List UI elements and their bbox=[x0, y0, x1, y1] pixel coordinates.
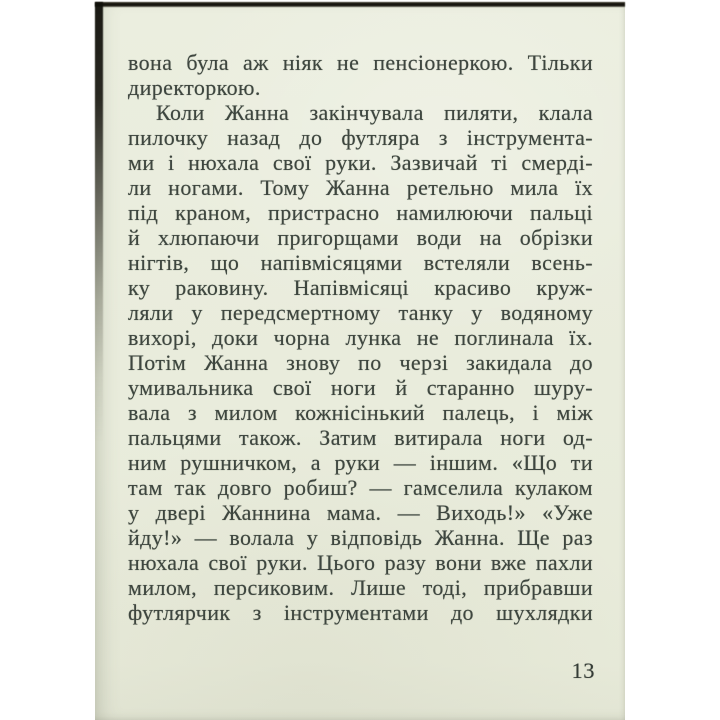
text-line: вихорі, доки чорна лунка не поглинала їх. bbox=[128, 325, 593, 350]
page-top-edge-shadow bbox=[95, 2, 625, 7]
text-line: футлярчик з інструментами до шухлядки bbox=[128, 600, 593, 625]
text-line: Коли Жанна закінчувала пиляти, клала bbox=[156, 100, 593, 125]
text-line: нюхала свої руки. Цього разу вони вже пахли bbox=[128, 550, 593, 575]
text-line: там так довго робиш? — гамселила кулаком bbox=[128, 475, 593, 500]
text-line: ку раковину. Напівмісяці красиво круж- bbox=[128, 275, 593, 300]
page-text-block bbox=[128, 50, 593, 625]
text-line: пальцями також. Затим витирала ноги од- bbox=[128, 425, 593, 450]
text-line: ляли у передсмертному танку у водяному bbox=[128, 300, 593, 325]
page-left-edge-shadow bbox=[95, 2, 103, 442]
text-line: вона була аж ніяк не пенсіонеркою. Тільки bbox=[128, 50, 593, 75]
text-line: вала з милом кожнісінький палець, і між bbox=[128, 400, 593, 425]
text-line: Потім Жанна знову по черзі закидала до bbox=[128, 350, 593, 375]
book-page bbox=[95, 2, 625, 720]
text-line: умивальника свої ноги й старанно шуру- bbox=[128, 375, 593, 400]
text-line: нігтів, що напівмісяцями встеляли всень- bbox=[128, 250, 593, 275]
text-line: у двері Жаннина мама. — Виходь!» «Уже bbox=[128, 500, 593, 525]
text-line: й хлюпаючи пригорщами води на обрізки bbox=[128, 225, 593, 250]
text-line: милом, персиковим. Лише тоді, прибравши bbox=[128, 575, 593, 600]
page-number: 13 bbox=[571, 658, 595, 683]
text-line: пилочку назад до футляра з інструмента- bbox=[128, 125, 593, 150]
text-line: ми і нюхала свої руки. Зазвичай ті смерді- bbox=[128, 150, 593, 175]
text-line: ним рушничком, а руки — іншим. «Що ти bbox=[128, 450, 593, 475]
text-line: директоркою. bbox=[128, 75, 261, 100]
text-line: йду!» — волала у відповідь Жанна. Ще раз bbox=[128, 525, 593, 550]
text-line: під краном, пристрасно намилюючи пальці bbox=[128, 200, 593, 225]
text-line: ли ногами. Тому Жанна ретельно мила їх bbox=[128, 175, 593, 200]
